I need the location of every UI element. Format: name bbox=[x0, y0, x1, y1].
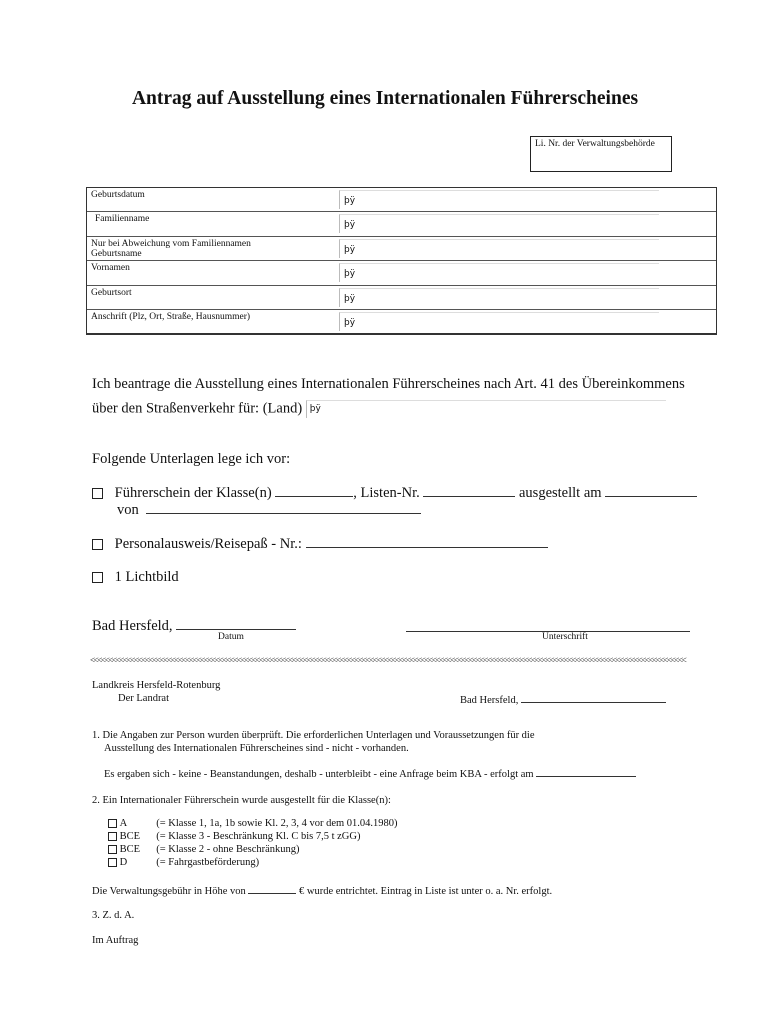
office-item-3: 3. Z. d. A. bbox=[92, 910, 135, 921]
request-line-1: Ich beantrage die Ausstellung eines Internationalen Führerscheines nach Art. 41 des Übereinkommens bbox=[92, 376, 685, 392]
form-row-address bbox=[87, 310, 716, 334]
field-label: Geburtsdatum bbox=[91, 190, 145, 200]
photo-label: 1 Lichtbild bbox=[114, 569, 179, 585]
license-from-line bbox=[117, 501, 421, 519]
class-code: BCE bbox=[119, 831, 141, 842]
request-line-2-text: über den Straßenverkehr für: (Land) bbox=[92, 400, 303, 417]
class-a-checkbox[interactable] bbox=[108, 819, 117, 828]
reference-number-box[interactable] bbox=[530, 136, 672, 172]
request-line-2 bbox=[92, 400, 666, 418]
page-title: Antrag auf Ausstellung eines Internationalen Führerscheines bbox=[131, 88, 639, 109]
license-checkbox[interactable] bbox=[92, 488, 103, 499]
license-class-field[interactable] bbox=[275, 484, 353, 497]
class-row-d bbox=[108, 857, 259, 868]
class-desc: (= Fahrgastbeförderung) bbox=[156, 857, 260, 868]
form-row-birth-place bbox=[87, 286, 716, 310]
class-row-a bbox=[108, 818, 398, 829]
separator-line: <<<<<<<<<<<<<<<<<<<<<<<<<<<<<<<<<<<<<<<<<<<<<<<<<<<<<<<<<<<<<<<<<<<<<<<<<<<<<<<<<<<<<<<<<<<<<<<<<<<<<<<<<<<<<<<<<<<<<<<<<<<<<<<<<<<<<<<<<<<<<<<<<<<<<<<<<<<<<<<<<< bbox=[90, 655, 686, 665]
signature-field[interactable] bbox=[406, 619, 690, 632]
fee-amount-field[interactable] bbox=[248, 884, 296, 894]
license-from-field[interactable] bbox=[146, 501, 421, 514]
id-line bbox=[92, 535, 548, 553]
id-number-field[interactable] bbox=[306, 535, 548, 548]
authority-name: Landkreis Hersfeld-Rotenburg bbox=[92, 680, 221, 691]
office-date-field[interactable] bbox=[521, 693, 666, 703]
date-label: Datum bbox=[218, 632, 244, 642]
class-code: D bbox=[119, 857, 128, 868]
issued-on-label: ausgestellt am bbox=[518, 485, 602, 501]
form-row-birth-date bbox=[87, 188, 716, 212]
birth-name-input[interactable]: þÿ bbox=[339, 239, 659, 258]
class-row-bce-1 bbox=[108, 831, 360, 842]
field-label: Anschrift (Plz, Ort, Straße, Hausnummer) bbox=[91, 311, 251, 322]
field-label: Geburtsort bbox=[91, 287, 132, 298]
class-desc: (= Klasse 2 - ohne Beschränkung) bbox=[156, 844, 300, 855]
listen-nr-field[interactable] bbox=[423, 484, 515, 497]
id-label: Personalausweis/Reisepaß - Nr.: bbox=[114, 536, 302, 552]
office-item-1-line-2: Ausstellung des Internationalen Führerscheines sind - nicht - vorhanden. bbox=[104, 743, 409, 754]
class-desc: (= Klasse 3 - Beschränkung Kl. C bis 7,5 t zGG) bbox=[156, 831, 361, 842]
class-row-bce-2 bbox=[108, 844, 300, 855]
fee-prefix: Die Verwaltungsgebühr in Höhe von bbox=[92, 886, 246, 897]
class-bce-2-checkbox[interactable] bbox=[108, 845, 117, 854]
signature-place: Bad Hersfeld, bbox=[92, 618, 173, 634]
address-input[interactable]: þÿ bbox=[339, 312, 659, 331]
class-code: BCE bbox=[119, 844, 141, 855]
office-item-2: 2. Ein Internationaler Führerschein wurde ausgestellt für die Klasse(n): bbox=[92, 795, 391, 806]
signature-label: Unterschrift bbox=[542, 632, 588, 642]
form-row-family-name bbox=[87, 212, 716, 236]
fee-suffix: € wurde entrichtet. Eintrag in Liste ist unter o. a. Nr. erfolgt. bbox=[299, 886, 553, 897]
office-item-1-line-1: 1. Die Angaben zur Person wurden überprüft. Die erforderlichen Unterlagen und Voraussetzungen für die bbox=[92, 730, 535, 741]
first-names-input[interactable]: þÿ bbox=[339, 263, 659, 282]
fee-line bbox=[92, 884, 552, 897]
class-desc: (= Klasse 1, 1a, 1b sowie Kl. 2, 3, 4 vor dem 01.04.1980) bbox=[156, 818, 398, 829]
form-row-first-names bbox=[87, 261, 716, 285]
reference-number-label: Li. Nr. der Verwaltungsbehörde bbox=[535, 139, 655, 149]
inquiry-text: Es ergaben sich - keine - Beanstandungen, deshalb - unterbleibt - eine Anfrage beim KBA - erfolgt am bbox=[104, 769, 534, 780]
personal-data-form bbox=[86, 187, 717, 335]
family-name-input[interactable]: þÿ bbox=[339, 214, 659, 233]
license-label: Führerschein der Klasse(n) bbox=[114, 485, 272, 501]
official-title: Der Landrat bbox=[118, 693, 170, 704]
on-behalf-label: Im Auftrag bbox=[92, 935, 139, 946]
issued-on-field[interactable] bbox=[605, 484, 697, 497]
class-bce-1-checkbox[interactable] bbox=[108, 832, 117, 841]
signature-place-line bbox=[92, 617, 296, 635]
license-line bbox=[92, 484, 697, 502]
office-place: Bad Hersfeld, bbox=[460, 695, 519, 706]
photo-checkbox[interactable] bbox=[92, 572, 103, 583]
field-label: Nur bei Abweichung vom Familiennamen Geburtsname bbox=[91, 238, 251, 260]
form-row-birth-name bbox=[87, 237, 716, 261]
field-label: Vornamen bbox=[91, 263, 130, 274]
office-place-line bbox=[460, 693, 666, 706]
country-input[interactable]: þÿ bbox=[306, 400, 666, 418]
listen-nr-label: , Listen-Nr. bbox=[353, 485, 420, 501]
documents-heading: Folgende Unterlagen lege ich vor: bbox=[92, 451, 291, 467]
birth-place-input[interactable]: þÿ bbox=[339, 288, 659, 307]
photo-line bbox=[92, 569, 179, 586]
inquiry-date-field[interactable] bbox=[536, 767, 636, 777]
birth-date-input[interactable]: þÿ bbox=[339, 190, 659, 209]
class-d-checkbox[interactable] bbox=[108, 858, 117, 867]
class-code: A bbox=[119, 818, 128, 829]
date-field[interactable] bbox=[176, 617, 296, 630]
field-label: Familienname bbox=[95, 214, 150, 225]
from-label: von bbox=[117, 502, 139, 518]
id-checkbox[interactable] bbox=[92, 539, 103, 550]
office-item-1-line-3 bbox=[104, 767, 636, 780]
